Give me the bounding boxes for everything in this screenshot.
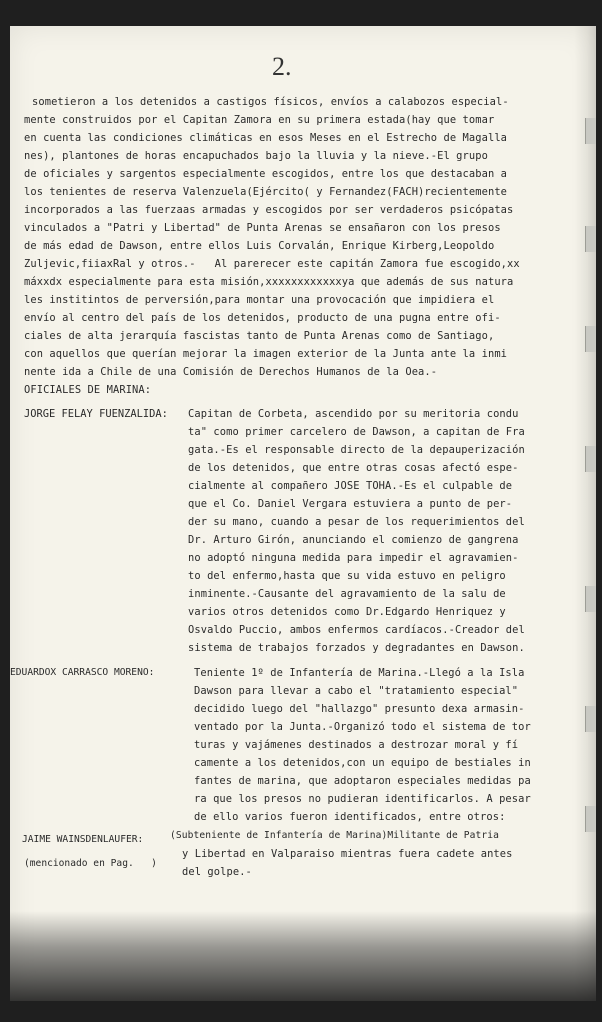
text-line: no adoptó ninguna medida para impedir el agravamien- [188,552,519,564]
text-line: Capitan de Corbeta, ascendido por su meritoria condu [188,408,519,420]
text-line: Dr. Arturo Girón, anunciando el comienzo de gangrena [188,534,519,546]
text-line: inminente.-Causante del agravamiento de la salu de [188,588,506,600]
page-reference-note: (mencionado en Pag. ) [24,858,157,869]
text-line: sistema de trabajos forzados y degradantes en Dawson. [188,642,525,654]
page-edge-shadow [574,26,596,1001]
text-line: (Subteniente de Infantería de Marina)Militante de Patria [170,830,500,841]
text-line: sometieron a los detenidos a castigos físicos, envíos a calabozos especial- [32,96,509,108]
scan-smudge [10,911,596,1001]
text-line: decidido luego del "hallazgo" presunto dexa armasin- [194,703,525,715]
text-line: fantes de marina, que adoptaron especiales medidas pa [194,775,531,787]
binder-tab [585,806,596,832]
binder-tab [585,706,596,732]
text-line: Osvaldo Puccio, ambos enfermos cardíacos.-Creador del [188,624,525,636]
text-line: ra que los presos no pudieran identificarlos. A pesar [194,793,531,805]
text-line: y Libertad en Valparaiso mientras fuera cadete antes [182,848,513,860]
text-line: turas y vajámenes destinados a destrozar moral y fí [194,739,519,751]
text-line: de los detenidos, que entre otras cosas afectó espe- [188,462,519,474]
text-line: Zuljevic,fiiaxRal y otros.- Al parerecer este capitán Zamora fue escogido,xx [24,258,520,270]
text-line: del golpe.- [182,866,252,878]
text-line: Teniente 1º de Infantería de Marina.-Llegó a la Isla [194,667,525,679]
text-line: mente construidos por el Capitan Zamora en su primera estada(hay que tomar [24,114,495,126]
binder-tab [585,326,596,352]
text-line: incorporados a las fuerzaas armadas y escogidos por ser verdaderos psicópatas [24,204,514,216]
binder-tab [585,226,596,252]
text-line: ta" como primer carcelero de Dawson, a capitan de Fra [188,426,525,438]
binder-tab [585,118,596,144]
text-line: varios otros detenidos como Dr.Edgardo Henriquez y [188,606,506,618]
text-line: Dawson para llevar a cabo el "tratamiento especial" [194,685,519,697]
document-page [10,26,596,1001]
text-line: camente a los detenidos,con un equipo de bestiales in [194,757,531,769]
officer-name: EDUARDOX CARRASCO MORENO: [10,667,155,678]
text-line: ventado por la Junta.-Organizó todo el sistema de tor [194,721,531,733]
text-line: envío al centro del país de los detenidos, producto de una pugna entre ofi- [24,312,501,324]
text-line: de más edad de Dawson, entre ellos Luis Corvalán, Enrique Kirberg,Leopoldo [24,240,495,252]
text-line: que el Co. Daniel Vergara estuviera a punto de per- [188,498,513,510]
text-line: vinculados a "Patri y Libertad" de Punta Arenas se ensañaron con los presos [24,222,501,234]
text-line: en cuenta las condiciones climáticas en esos Meses en el Estrecho de Magalla [24,132,508,144]
text-line: cialmente al compañero JOSE TOHA.-Es el culpable de [188,480,513,492]
officer-name: JAIME WAINSDENLAUFER: [22,834,144,845]
text-line: de ello varios fueron identificados, entre otros: [194,811,506,823]
text-line: de oficiales y sargentos especialmente escogidos, entre los que destacaban a [24,168,508,180]
officer-name: JORGE FELAY FUENZALIDA: [24,408,168,420]
text-line: con aquellos que querían mejorar la imagen exterior de la Junta ante la inmi [24,348,508,360]
page-number: 2. [272,52,292,81]
binder-tab [585,586,596,612]
text-line: der su mano, cuando a pesar de los requerimientos del [188,516,525,528]
text-line: ciales de alta jerarquía fascistas tanto de Punta Arenas como de Santiago, [24,330,495,342]
text-line: gata.-Es el responsable directo de la depauperización [188,444,525,456]
text-line: los tenientes de reserva Valenzuela(Ejército( y Fernandez(FACH)recientemente [24,186,508,198]
text-line: to del enfermo,hasta que su vida estuvo en peligro [188,570,506,582]
text-line: máxxdx especialmente para esta misión,xxxxxxxxxxxxya que además de sus natura [24,276,514,288]
text-line: nes), plantones de horas encapuchados bajo la lluvia y la nieve.-El grupo [24,150,488,162]
text-line: les institintos de perversión,para montar una provocación que impidiera el [24,294,495,306]
text-line: nente ida a Chile de una Comisión de Derechos Humanos de la Oea.- [24,366,438,378]
binder-tab [585,446,596,472]
section-heading: OFICIALES DE MARINA: [24,384,152,396]
